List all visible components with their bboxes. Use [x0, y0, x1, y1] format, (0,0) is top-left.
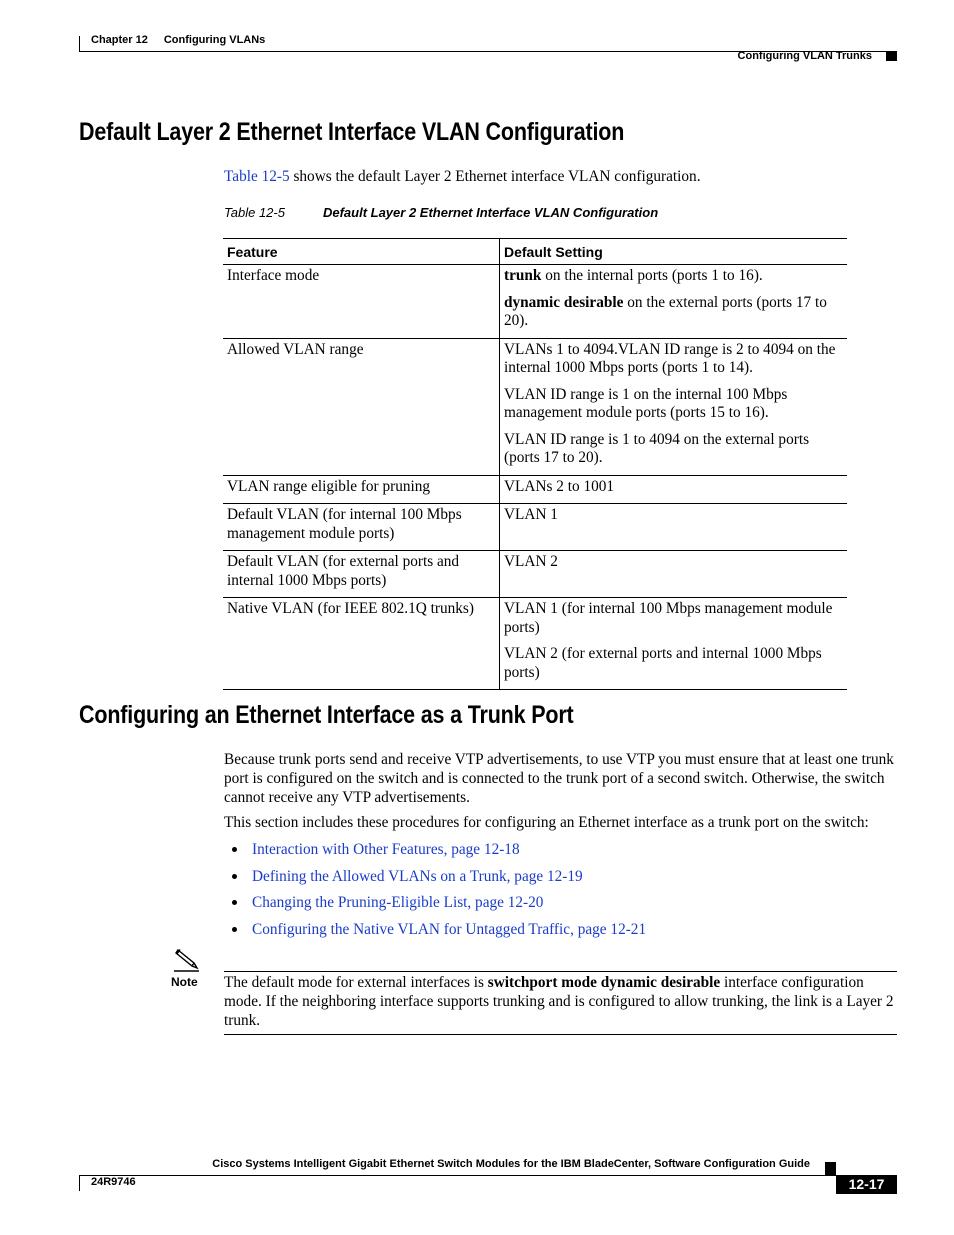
note-text-command: switchport mode dynamic desirable [487, 974, 721, 991]
table-caption-title: Default Layer 2 Ethernet Interface VLAN Configuration [322, 205, 659, 220]
procedure-link[interactable]: Changing the Pruning-Eligible List, page 12-20 [252, 894, 544, 911]
setting-text: VLAN 2 (for external ports and internal 1000 Mbps ports) [504, 645, 822, 681]
setting-paragraph [504, 478, 844, 497]
header-section-title: Configuring VLAN Trunks [737, 50, 872, 62]
footer-vertical-rule [79, 1175, 80, 1191]
note-text-before: The default mode for external interfaces is [224, 974, 488, 991]
table-12-5-link[interactable]: Table 12-5 [224, 168, 290, 185]
setting-text: VLAN 1 [504, 506, 558, 523]
setting-paragraph [504, 431, 844, 468]
header-chapter [91, 34, 265, 46]
setting-paragraph [504, 341, 844, 378]
header-vertical-rule [79, 36, 80, 51]
table-row [223, 598, 847, 690]
list-item [224, 893, 646, 920]
procedure-link[interactable]: Interaction with Other Features, page 12-18 [252, 841, 520, 858]
note-text-after: interface configuration mode. If the neighboring interface supports trunking and is configured to allow trunking, the link is a Layer 2 trunk. [224, 974, 894, 1029]
procedure-link-list [224, 840, 646, 946]
table-header-feature: Feature [223, 239, 500, 265]
table-row [223, 338, 847, 475]
setting-paragraph [504, 267, 844, 286]
table-cell-feature: Native VLAN (for IEEE 802.1Q trunks) [223, 598, 500, 690]
note-rule-top [224, 971, 897, 972]
trunk-intro-paragraph: Because trunk ports send and receive VTP advertisements, to use VTP you must ensure that at least one trunk port is configured on the switch and is connected to the trunk port of a second switch. Otherwise, the switch cannot receive any VTP advertisements. [224, 751, 894, 806]
header-marker-block [886, 51, 897, 61]
table-caption [224, 205, 658, 220]
setting-paragraph [504, 600, 844, 637]
setting-text: VLANs 2 to 1001 [504, 477, 615, 495]
footer-book-title: Cisco Systems Intelligent Gigabit Ethernet Switch Modules for the IBM BladeCenter, Software Configuration Guide [212, 1158, 810, 1170]
table-row [223, 265, 847, 339]
setting-paragraph [504, 294, 844, 331]
setting-text: VLAN ID range is 1 on the internal 100 Mbps management module ports (ports 15 to 16). [504, 385, 788, 421]
table-row [223, 475, 847, 504]
setting-paragraph [504, 553, 844, 572]
section-heading-default-config: Default Layer 2 Ethernet Interface VLAN Configuration [79, 118, 625, 146]
table-intro-text: shows the default Layer 2 Ethernet interface VLAN configuration. [289, 168, 701, 185]
setting-keyword: dynamic desirable [504, 293, 624, 311]
setting-paragraph [504, 645, 844, 682]
list-item [224, 920, 646, 947]
table-cell-feature: VLAN range eligible for pruning [223, 475, 500, 504]
table-header-row [223, 239, 847, 265]
setting-text: VLAN ID range is 1 to 4094 on the external ports (ports 17 to 20). [504, 430, 810, 466]
table-intro-paragraph [224, 167, 701, 186]
setting-text: VLAN 1 (for internal 100 Mbps management module ports) [504, 600, 833, 636]
footer-marker-block [825, 1162, 836, 1175]
table-cell-feature: Default VLAN (for external ports and internal 1000 Mbps ports) [223, 551, 500, 598]
setting-keyword: trunk [504, 267, 542, 284]
table-row [223, 551, 847, 598]
setting-text: on the external ports (ports 17 to 20). [504, 293, 827, 329]
table-cell-default-setting [500, 265, 848, 339]
header-chapter-title: Configuring VLANs [163, 34, 266, 46]
setting-paragraph [504, 386, 844, 423]
note-label: Note [171, 975, 198, 989]
header-chapter-number: Chapter 12 [91, 34, 148, 46]
setting-paragraph [504, 506, 844, 525]
table-cell-default-setting [500, 338, 848, 475]
pencil-note-icon [170, 946, 202, 974]
note-rule-bottom [224, 1034, 897, 1035]
table-body [223, 265, 847, 690]
setting-text: VLANs 1 to 4094.VLAN ID range is 2 to 4094 on the internal 1000 Mbps ports (ports 1 to 14). [504, 340, 836, 376]
footer-rule [79, 1175, 836, 1176]
footer-doc-number: 24R9746 [91, 1176, 136, 1188]
table-cell-default-setting [500, 475, 848, 504]
table-cell-default-setting [500, 504, 848, 551]
procedure-link[interactable]: Defining the Allowed VLANs on a Trunk, page 12-19 [252, 867, 583, 885]
list-item [224, 840, 646, 867]
procedure-link[interactable]: Configuring the Native VLAN for Untagged Traffic, page 12-21 [252, 920, 647, 938]
list-item [224, 867, 646, 894]
section-heading-trunk-port: Configuring an Ethernet Interface as a Trunk Port [79, 701, 574, 729]
table-cell-feature: Default VLAN (for internal 100 Mbps management module ports) [223, 504, 500, 551]
procedures-intro-paragraph: This section includes these procedures for configuring an Ethernet interface as a trunk port on the switch: [224, 814, 869, 831]
default-vlan-config-table [223, 238, 847, 690]
table-cell-default-setting [500, 551, 848, 598]
setting-text: VLAN 2 [504, 553, 558, 570]
table-row [223, 504, 847, 551]
footer-page-number: 12-17 [836, 1175, 897, 1194]
setting-text: on the internal ports (ports 1 to 16). [541, 267, 763, 284]
table-cell-feature: Interface mode [223, 265, 500, 339]
table-caption-number: Table 12-5 [224, 205, 285, 220]
table-cell-feature: Allowed VLAN range [223, 338, 500, 475]
note-text [224, 973, 900, 1030]
table-cell-default-setting [500, 598, 848, 690]
table-header-default-setting: Default Setting [500, 239, 848, 265]
